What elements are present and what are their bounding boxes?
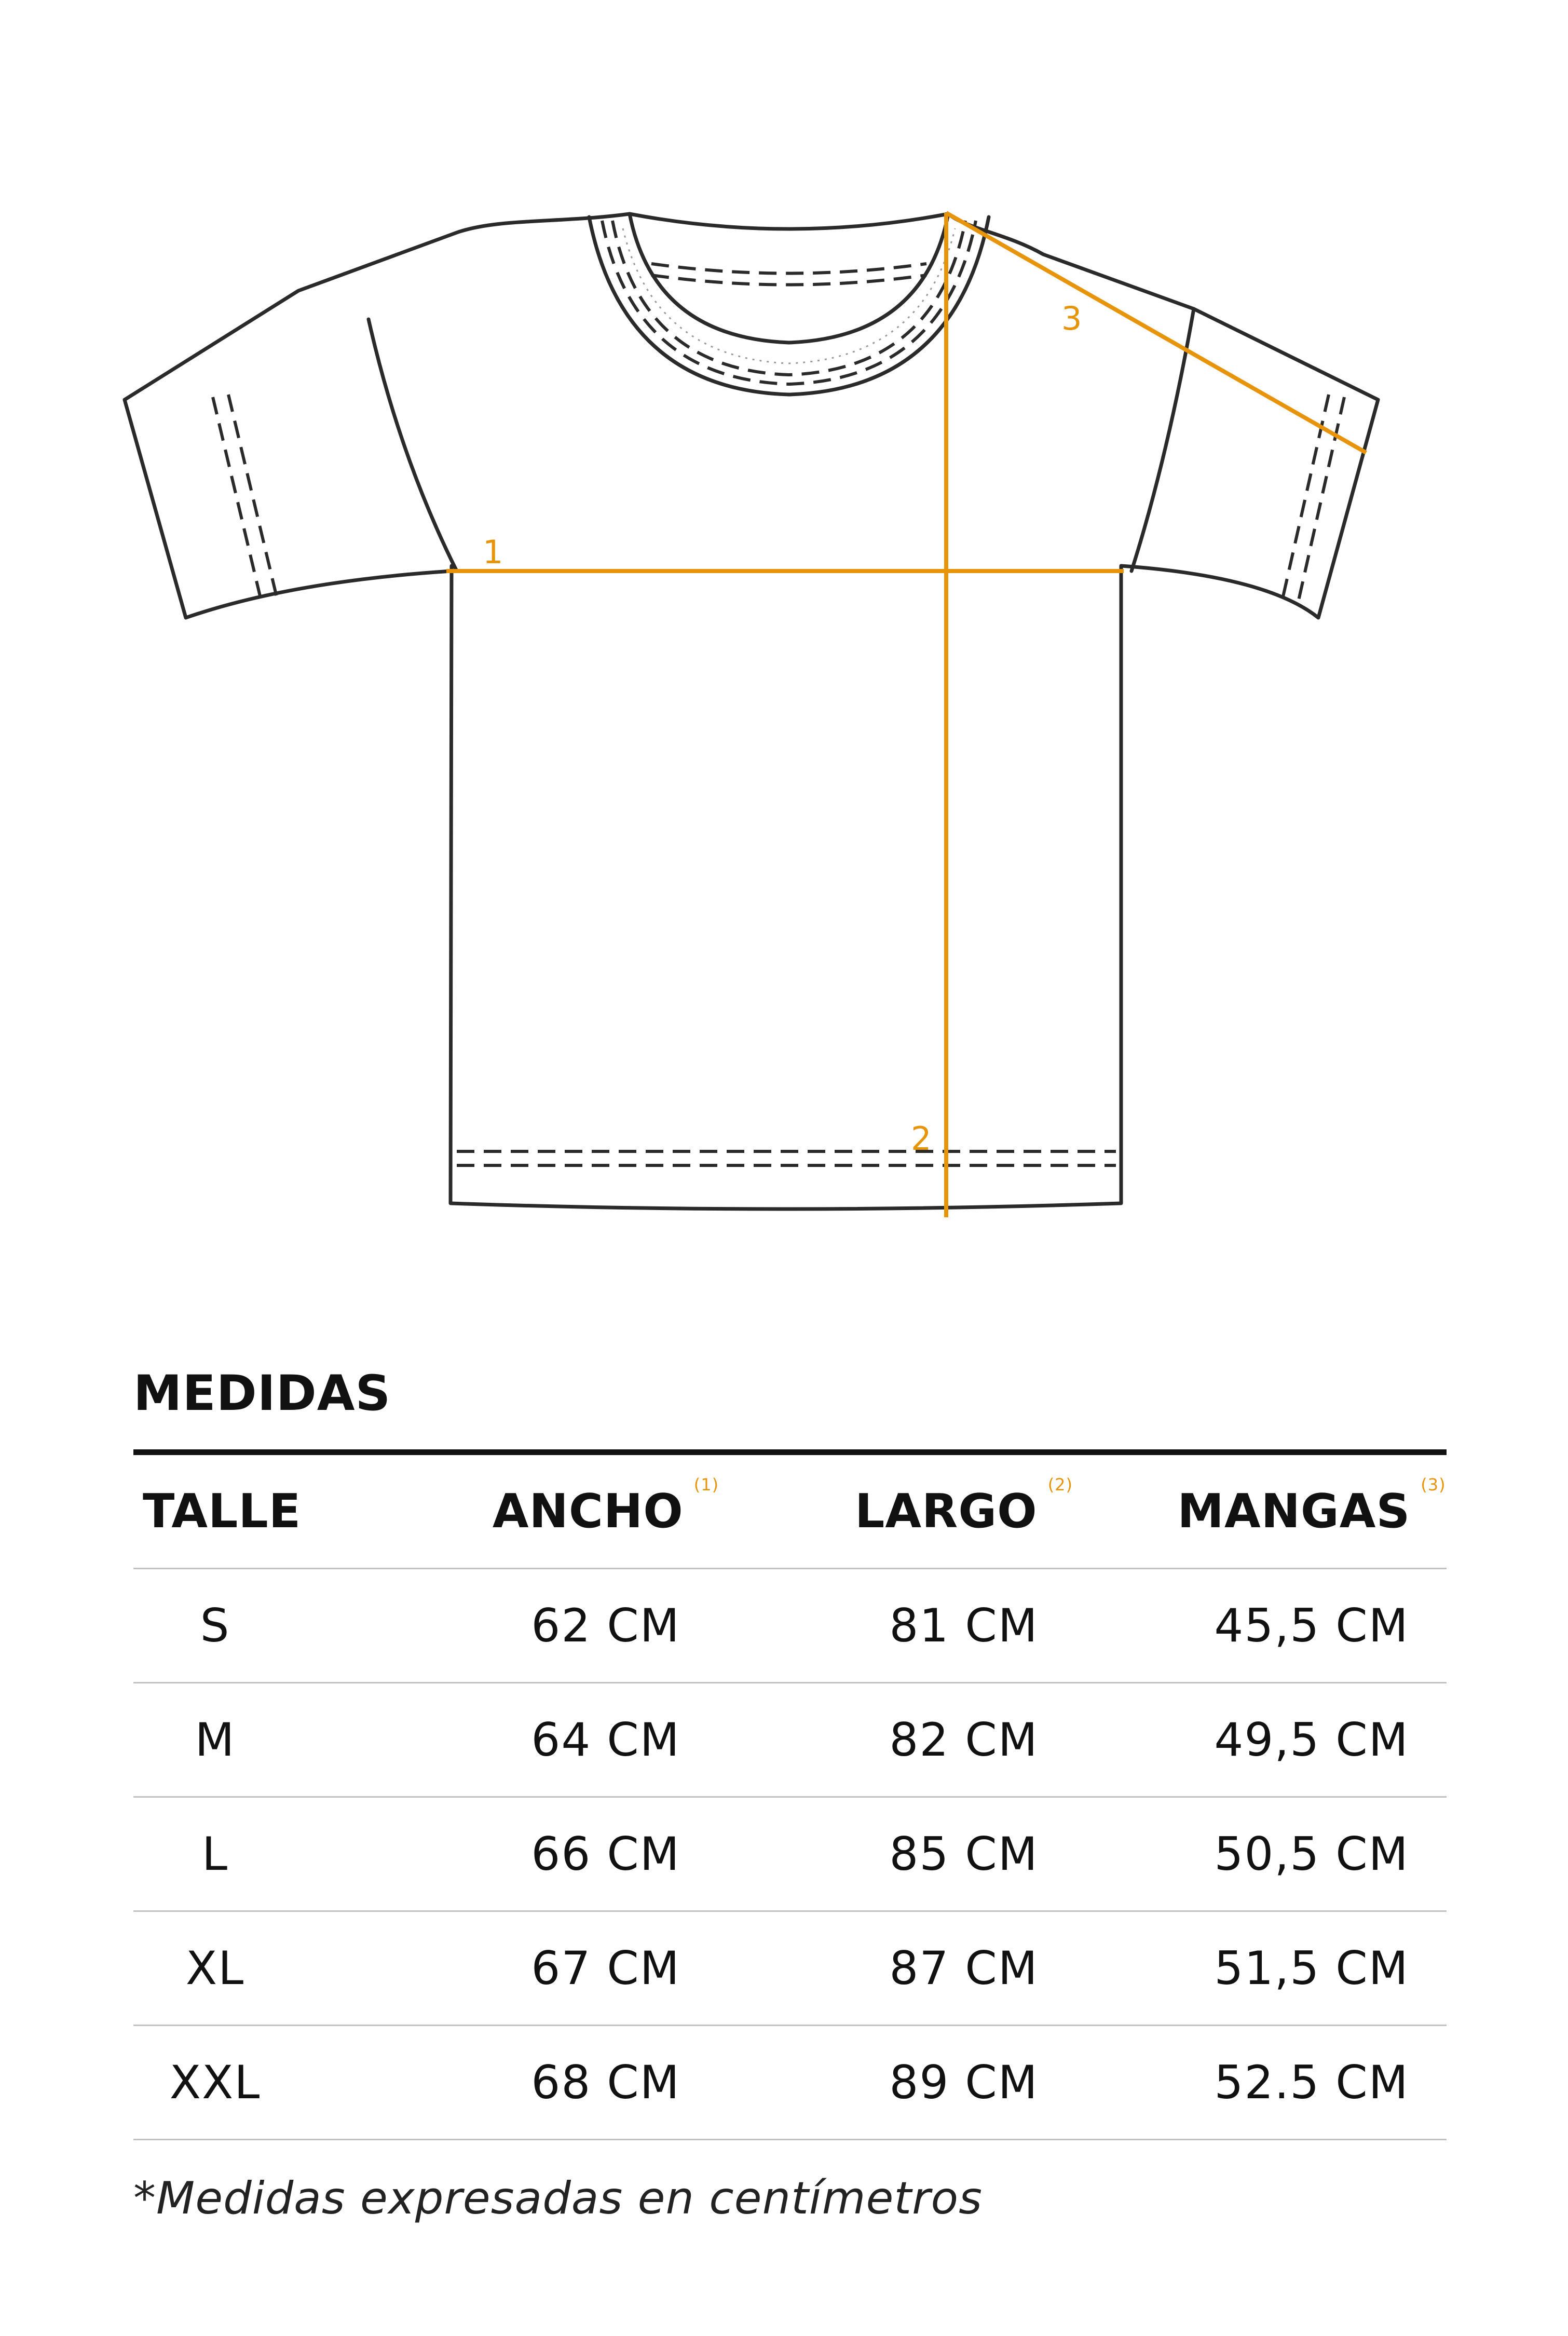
tshirt-outline: [125, 214, 1378, 1209]
sleeve-cell: 45,5 CM: [1214, 1599, 1409, 1652]
table-header-row: [133, 1455, 1447, 1569]
sleeve-cell: 49,5 CM: [1214, 1713, 1409, 1767]
header-label: MANGAS: [1177, 1484, 1411, 1539]
sleeve-cell: 50,5 CM: [1214, 1827, 1409, 1881]
collar-stitch-1: [602, 221, 976, 384]
length-cell: 87 CM: [889, 1941, 1039, 1995]
header-label: TALLE: [143, 1484, 302, 1539]
neck-outer: [589, 217, 989, 395]
table-row: [133, 1683, 1447, 1798]
table-row: [133, 1912, 1447, 2026]
width-cell: 64 CM: [531, 1713, 680, 1767]
footnote: *Medidas expresadas en centímetros: [133, 2172, 983, 2224]
header-label: LARGO: [855, 1484, 1038, 1539]
size-cell: XL: [185, 1941, 245, 1995]
header-note: (2): [1047, 1474, 1073, 1495]
size-cell: M: [195, 1713, 236, 1767]
table-row: [133, 2026, 1447, 2140]
length-cell: 81 CM: [889, 1599, 1039, 1652]
size-cell: L: [201, 1827, 229, 1881]
header-largo: [855, 1455, 1073, 1568]
sleeve-measure-line: [946, 213, 1366, 453]
size-cell: S: [200, 1599, 230, 1652]
sleeve-cell: 52.5 CM: [1214, 2056, 1409, 2109]
measure-label-3: 3: [1061, 300, 1082, 337]
measure-label-1: 1: [483, 533, 503, 571]
width-cell: 68 CM: [531, 2056, 680, 2109]
header-ancho: [492, 1455, 719, 1568]
length-cell: 82 CM: [889, 1713, 1039, 1767]
length-cell: 85 CM: [889, 1827, 1039, 1881]
size-cell: XXL: [169, 2056, 261, 2109]
table-row: [133, 1798, 1447, 1912]
table-top-rule: [133, 1449, 1447, 1455]
section-title: MEDIDAS: [133, 1365, 391, 1422]
width-cell: 67 CM: [531, 1941, 680, 1995]
size-table: [133, 1455, 1447, 2140]
back-stitch-2: [651, 275, 926, 285]
header-label: ANCHO: [492, 1484, 684, 1539]
collar-stitch-2: [612, 221, 965, 375]
header-note: (1): [693, 1474, 719, 1495]
left-sleeve-seam: [369, 319, 457, 571]
back-neck: [630, 214, 948, 229]
back-stitch-1: [651, 264, 926, 274]
header-note: (3): [1421, 1474, 1446, 1495]
width-cell: 62 CM: [531, 1599, 680, 1652]
header-talle: [133, 1455, 302, 1568]
length-cell: 89 CM: [889, 2056, 1039, 2109]
width-cell: 66 CM: [531, 1827, 680, 1881]
measure-label-2: 2: [911, 1120, 932, 1158]
sleeve-cell: 51,5 CM: [1214, 1941, 1409, 1995]
header-mangas: [1177, 1455, 1446, 1568]
table-row: [133, 1569, 1447, 1683]
